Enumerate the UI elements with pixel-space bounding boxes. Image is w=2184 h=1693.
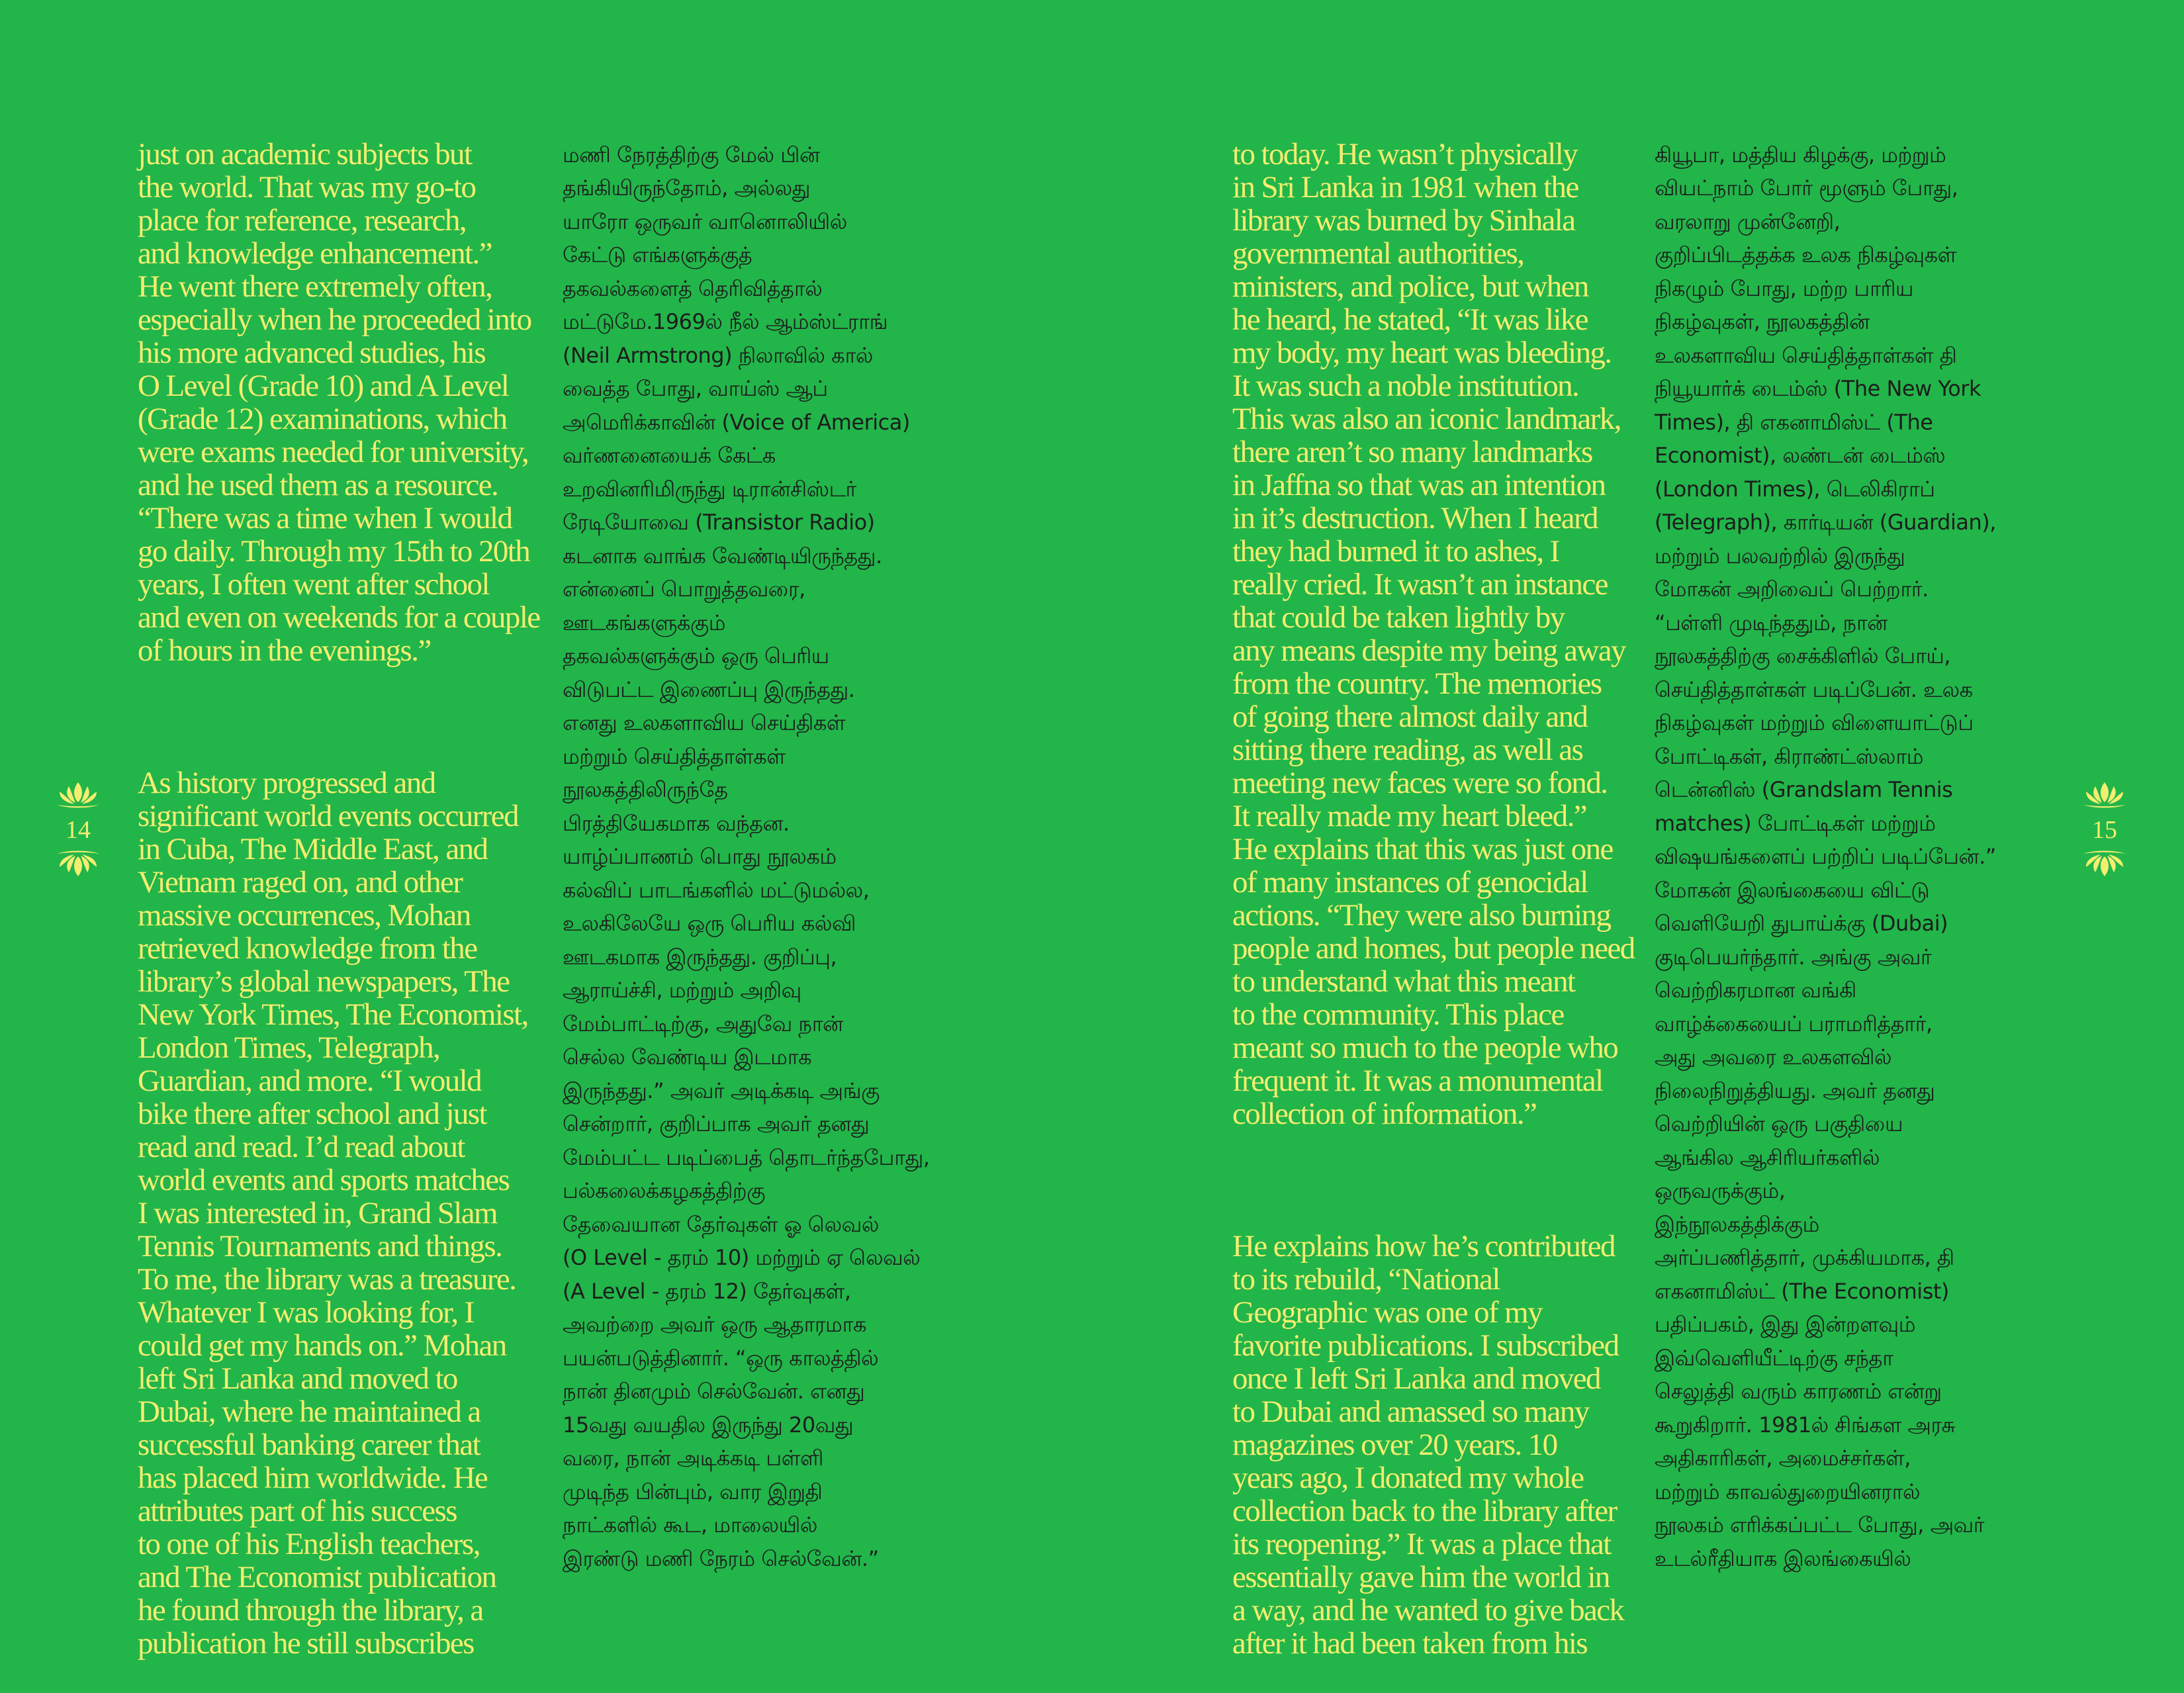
paragraph-gap bbox=[1232, 1164, 1643, 1197]
english-paragraph: just on academic subjects but the world. That was my go-to place for reference, research, and knowledge enhancement.” He went there extremely often, especially when he proceeded into his more advanced studies, his O Level (Grade 10) and A Level (Grade 12) examinations, which were exams needed for university, and he used them as a resource. “There was a time when I would go daily. Through my 15th to 20th years, I often went after school and even on weekends for a couple of hours in the evenings.” bbox=[138, 137, 540, 668]
lotus-ornament-icon bbox=[2079, 780, 2130, 809]
page-number-right-block bbox=[2078, 780, 2131, 879]
english-column-left bbox=[138, 105, 548, 1693]
page-number-right: 15 bbox=[2092, 816, 2117, 844]
tamil-paragraph: கியூபா, மத்திய கிழக்கு, மற்றும் வியட்நாம் போர் மூளும் போது, வரலாறு முன்னேறி, குறிப்பிடத்தக்க உலக நிகழ்வுகள் நிகழும் போது, மற்ற பாரிய நிகழ்வுகள், நூலகத்தின் உலகளாவிய செய்தித்தாள்கள் தி நியூயார்க் டைம்ஸ் (The New York Times), தி எகனாமிஸ்ட் (The Economist), லண்டன் டைம்ஸ் (London Times), டெலிகிராப் (Telegraph), கார்டியன் (Guardian), மற்றும் பலவற்றில் இருந்து மோகன் அறிவைப் பெற்றார். “பள்ளி முடிந்ததும், நான் நூலகத்திற்கு சைக்கிளில் போய், செய்தித்தாள்கள் படிப்பேன். உலக நிகழ்வுகள் மற்றும் விளையாட்டுப் போட்டிகள், கிராண்ட்ஸ்லாம் டென்னிஸ் (Grandslam Tennis matches) போட்டிகள் மற்றும் விஷயங்களைப் பற்றிப் படிப்பேன்.” மோகன் இலங்கையை விட்டு வெளியேறி துபாய்க்கு (Dubai) குடிபெயர்ந்தார். அங்கு அவர் வெற்றிகரமான வங்கி வாழ்க்கையைப் பராமரித்தார், அது அவரை உலகளவில் நிலைநிறுத்தியது. அவர் தனது வெற்றியின் ஒரு பகுதியை ஆங்கில ஆசிரியர்களில் ஒருவருக்கும், இந்நூலகத்திக்கும் அர்ப்பணித்தார், முக்கியமாக, தி எகனாமிஸ்ட் (The Economist) பதிப்பகம், இது இன்றளவும் இவ்வெளியீட்டிற்கு சந்தா செலுத்தி வரும் காரணம் என்று கூறுகிறார். 1981ல் சிங்கள அரசு அதிகாரிகள், அமைச்சர்கள், மற்றும் காவல்துறையினரால் நூலகம் எரிக்கப்பட்ட போது, அவர் உடல்ரீதியாக இலங்கையில் bbox=[1655, 142, 1996, 1571]
english-paragraph: to today. He wasn’t physically in Sri Lanka in 1981 when the library was burned by Sinhala governmental authorities, ministers, and police, but when he heard, he stated, “It was like my body, my heart was bleeding. It was such a noble institution. This was also an iconic landmark, there aren’t so many landmarks in Jaffna so that was an intention in it’s destruction. When I heard they had burned it to ashes, I really cried. It wasn’t an instance that could be taken lightly by any means despite my being away from the country. The memories of going there almost daily and sitting there reading, as well as meeting new faces were so fond. It really made my heart bleed.” He explains that this was just one of many instances of genocidal actions. “They were also burning people and homes, but people need to understand what this meant to the community. This place meant so much to the people who frequent it. It was a monumental collection of information.” bbox=[1232, 137, 1635, 1131]
lotus-ornament-icon bbox=[53, 850, 103, 879]
page-number-left: 14 bbox=[66, 816, 91, 844]
lotus-ornament-icon bbox=[2079, 850, 2130, 879]
english-paragraph: As history progressed and significant world events occurred in Cuba, The Middle East, and Vietnam raged on, and other massive occurrences, Mohan retrieved knowledge from the library’s global newspapers, The New York Times, The Economist, London Times, Telegraph, Guardian, and more. “I would bike there after school and just read and read. I’d read about world events and sports matches I was interested in, Grand Slam Tennis Tournaments and things. To me, the library was a treasure. Whatever I was looking for, I could get my hands on.” Mohan left Sri Lanka and moved to Dubai, where he maintained a successful banking career that has placed him worldwide. He attributes part of his success to one of his English teachers, and The Economist publication he found through the library, a publication he still subscribes bbox=[138, 766, 528, 1661]
paragraph-gap bbox=[138, 700, 548, 733]
page-number-left-block bbox=[52, 780, 105, 879]
tamil-paragraph: மணி நேரத்திற்கு மேல் பின் தங்கியிருந்தோம், அல்லது யாரோ ஒருவர் வானொலியில் கேட்டு எங்களுக்குத் தகவல்களைத் தெரிவித்தால் மட்டுமே.1969ல் நீல் ஆம்ஸ்ட்ராங் (Neil Armstrong) நிலாவில் கால் வைத்த போது, வாய்ஸ் ஆப் அமெரிக்காவின் (Voice of America) வர்ணனையைக் கேட்க உறவினரிமிருந்து டிரான்சிஸ்டர் ரேடியோவை (Transistor Radio) கடனாக வாங்க வேண்டியிருந்தது. என்னைப் பொறுத்தவரை, ஊடகங்களுக்கும் தகவல்களுக்கும் ஒரு பெரிய விடுபட்ட இணைப்பு இருந்தது. எனது உலகளாவிய செய்திகள் மற்றும் செய்தித்தாள்கள் நூலகத்திலிருந்தே பிரத்தியேகமாக வந்தன. யாழ்ப்பாணம் பொது நூலகம் கல்விப் பாடங்களில் மட்டுமல்ல, உலகிலேயே ஒரு பெரிய கல்வி ஊடகமாக இருந்தது. குறிப்பு, ஆராய்ச்சி, மற்றும் அறிவு மேம்பாட்டிற்கு, அதுவே நான் செல்ல வேண்டிய இடமாக இருந்தது.” அவர் அடிக்கடி அங்கு சென்றார், குறிப்பாக அவர் தனது மேம்பட்ட படிப்பைத் தொடர்ந்தபோது, பல்கலைக்கழகத்திற்கு தேவையான தேர்வுகள் ஓ லெவல் (O Level - தரம் 10) மற்றும் ஏ லெவல் (A Level - தரம் 12) தேர்வுகள், அவற்றை அவர் ஒரு ஆதாரமாக பயன்படுத்தினார். “ஒரு காலத்தில் நான் தினமும் செல்வேன். எனது 15வது வயதில இருந்து 20வது வரை, நான் அடிக்கடி பள்ளி முடிந்த பின்பும், வார இறுதி நாட்களில் கூட, மாலையில் இரண்டு மணி நேரம் செல்வேன்.” bbox=[563, 142, 930, 1571]
tamil-column-left bbox=[563, 105, 966, 1609]
english-paragraph: He explains how he’s contributed to its rebuild, “National Geographic was one of my favorite publications. I subscribed once I left Sri Lanka and moved to Dubai and amassed so many magazines over 20 years. 10 years ago, I donated my whole collection back to the library after its reopening.” It was a place that essentially gave him the world in a way, and he wanted to give back after it had been taken from his bbox=[1232, 1229, 1624, 1661]
tamil-column-right bbox=[1655, 105, 2065, 1609]
english-column-right bbox=[1232, 105, 1643, 1693]
lotus-ornament-icon bbox=[53, 780, 103, 809]
